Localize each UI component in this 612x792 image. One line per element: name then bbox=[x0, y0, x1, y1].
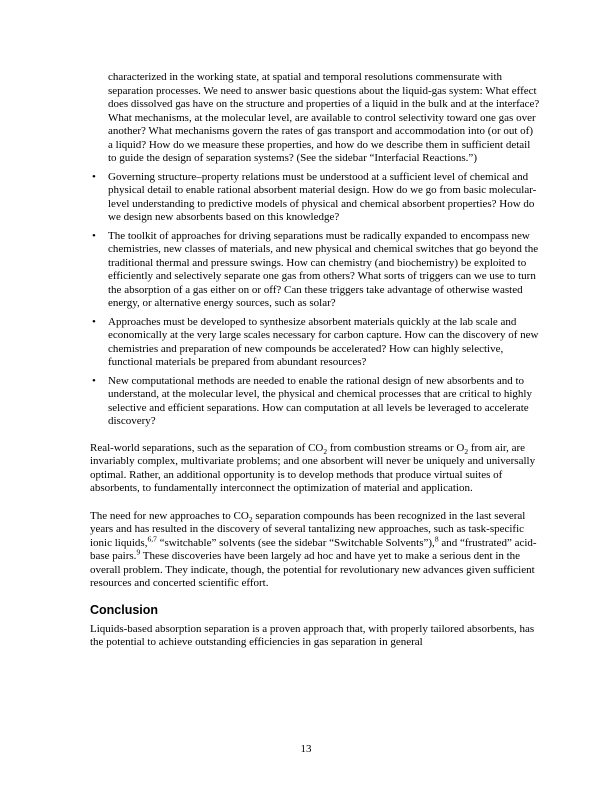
bullet-icon: • bbox=[92, 229, 96, 242]
bullet-item bbox=[90, 230, 540, 311]
bullet-text: Approaches must be developed to synthesize absorbent materials quickly at the lab scale and economically at the very large scales necessary for carbon capture. How can the discovery of new chemistries and preparation of new compounds be accelerated? How can highly selective, functional materials be prepared from abundant resources? bbox=[108, 315, 539, 368]
text-run: and “frustrated” acid-base pairs. bbox=[90, 536, 537, 562]
new-approaches-paragraph bbox=[90, 510, 540, 591]
bullet-item bbox=[90, 171, 540, 225]
bullet-icon: • bbox=[92, 315, 96, 328]
bullet-text: Governing structure–property relations must be understood at a sufficient level of chemical and physical detail to enable rational absorbent material design. How do we go from basic molecular-level understanding to predictive models of physical and chemical absorbent properties? How do we design new absorbents based on this knowledge? bbox=[108, 170, 537, 223]
page-content bbox=[90, 71, 540, 650]
conclusion-paragraph: Liquids-based absorption separation is a proven approach that, with properly tailored absorbents, has the potential to achieve outstanding efficiencies in gas separation in general bbox=[90, 622, 535, 648]
citation-superscript: 6,7 bbox=[147, 533, 157, 543]
bullet-item bbox=[90, 375, 540, 429]
text-run: from air, are invariably complex, multivariate problems; and one absorbent will never be uniquely and universally optimal. Rather, an additional opportunity is to develop methods that produce virtual suites of absorbents, to fundamentally interconnect the optimization of material and application. bbox=[90, 441, 536, 494]
citation-superscript: 9 bbox=[136, 547, 141, 557]
text-run: “switchable” solvents (see the sidebar “Switchable Solvents”), bbox=[156, 536, 435, 549]
separations-paragraph bbox=[90, 442, 540, 496]
bullet-icon: • bbox=[92, 170, 96, 183]
bullet-text: The toolkit of approaches for driving separations must be radically expanded to encompass new chemistries, new classes of materials, and new physical and chemical switches that go beyond the traditional thermal and pressure swings. How can chemistry (and biochemistry) be exploited to efficiently and selectively separate one gas from others? What sorts of triggers can we use to turn the absorption of a gas either on or off? Can these triggers take advantage of otherwise wasted energy, or alternative energy sources, such as solar? bbox=[108, 229, 539, 309]
bullet-item bbox=[90, 316, 540, 370]
text-run: The need for new approaches to CO bbox=[90, 509, 249, 522]
bullet-icon: • bbox=[92, 374, 96, 387]
bullet-text: New computational methods are needed to enable the rational design of new absorbents and to understand, at the molecular level, the physical and chemical processes that are critical to highly selective and efficient separations. How can computation at all levels be leveraged to accelerate discovery? bbox=[108, 374, 532, 427]
page-number: 13 bbox=[300, 743, 312, 755]
text-run: from combustion streams or O bbox=[327, 441, 465, 454]
continuation-paragraph: characterized in the working state, at spatial and temporal resolutions commensurate with separation processes. We need to answer basic questions about the liquid-gas system: What effect does dissolved gas have on the structure and properties of a liquid in the bulk and at the interface? What mechanisms, at the molecular level, are available to control selectivity toward one gas over another? What mechanisms govern the rates of gas transport and accommodation into (or out of) a liquid? How do we measure these properties, and how do we describe them in sufficient detail to guide the design of separation systems? (See the sidebar “Interfacial Reactions.”) bbox=[108, 71, 540, 164]
bullet-list bbox=[90, 171, 540, 429]
text-run: Real-world separations, such as the separation of CO bbox=[90, 441, 324, 454]
subscript: 2 bbox=[323, 446, 328, 456]
citation-superscript: 8 bbox=[434, 533, 439, 543]
text-run: separation compounds has been recognized in the last several years and has resulted in the discovery of several tantalizing new approaches, such as task-specific ionic liquids, bbox=[90, 509, 526, 549]
conclusion-heading: Conclusion bbox=[90, 602, 159, 617]
text-run: These discoveries have been largely ad hoc and have yet to make a serious dent in the overall problem. They indicate, though, the potential for revolutionary new advances given sufficient resources and concerted scientific effort. bbox=[90, 550, 535, 589]
subscript: 2 bbox=[464, 446, 469, 456]
subscript: 2 bbox=[248, 514, 253, 524]
